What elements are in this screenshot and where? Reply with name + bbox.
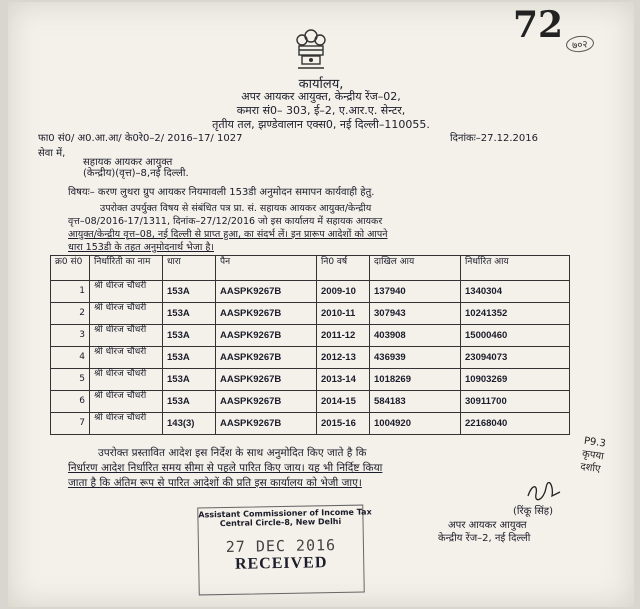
- letter-date: दिनांकः–27.12.2016: [450, 133, 538, 144]
- cell-sr: 6: [51, 391, 90, 413]
- margin-note-line-3: दर्शाए: [579, 461, 602, 476]
- body-line-1: उपरोक्त उपर्युक्त विषय से संबंधित पत्र प्रा. सं. सहायक आयकर आयुक्त/केन्द्रीय: [100, 203, 372, 214]
- to-line-1: सहायक आयकर आयुक्त: [83, 157, 173, 168]
- cell-assessed: 22168040: [461, 413, 570, 435]
- cell-returned: 584183: [370, 391, 461, 413]
- cell-sr: 3: [51, 325, 90, 347]
- table-row: [51, 413, 570, 435]
- cell-section: 153A: [163, 281, 216, 303]
- body-line-4: धारा 153डी के तहत अनुमोदनार्थ भेजा है।: [68, 242, 214, 253]
- body-line-2: वृत्त–08/2016-17/1311, दिनांक–27/12/2016 जो इस कार्यालय में सहायक आयकर: [68, 216, 383, 227]
- cell-name: श्री धीरज चौधरी: [90, 413, 163, 435]
- cell-section: 153A: [163, 369, 216, 391]
- margin-note-line-2: कृपया: [581, 448, 605, 463]
- cell-sr: 1: [51, 281, 90, 303]
- table-row: [51, 281, 570, 303]
- office-line-2: कमरा सं0– 303, ई–2, ए.आर.ए. सेन्टर,: [236, 104, 406, 117]
- national-emblem-icon: [290, 26, 332, 72]
- cell-pan: AASPK9267B: [216, 369, 317, 391]
- col-name: निर्धारिती का नाम: [90, 256, 163, 281]
- cell-pan: AASPK9267B: [216, 325, 317, 347]
- cell-section: 143(3): [163, 413, 216, 435]
- cell-assessed: 15000460: [461, 325, 570, 347]
- to-label: सेवा में,: [38, 148, 66, 159]
- cell-assessed: 23094073: [461, 347, 570, 369]
- cell-section: 153A: [163, 347, 216, 369]
- file-number: फा0 सं0/ अ0.आ.आ/ के0रे0–2/ 2016–17/ 1027: [38, 133, 243, 144]
- cell-pan: AASPK9267B: [216, 413, 317, 435]
- margin-note-line-1: P9.3: [583, 435, 607, 450]
- cell-returned: 1018269: [370, 369, 461, 391]
- cell-pan: AASPK9267B: [216, 281, 317, 303]
- subject-line: विषयः– करण लुथरा ग्रुप आयकर नियमावली 153डी अनुमोदन समापन कार्यवाही हेतु.: [68, 187, 375, 198]
- stamp-date: 27 DEC 2016: [225, 536, 337, 556]
- cell-returned: 436939: [370, 347, 461, 369]
- col-section: धारा: [163, 256, 216, 281]
- signatory-name: (रिंकू सिंह): [513, 506, 554, 517]
- cell-section: 153A: [163, 303, 216, 325]
- page-number: 72: [513, 4, 564, 46]
- closing-line-1: उपरोक्त प्रस्तावित आदेश इस निर्देश के साथ अनुमोदित किए जाते है कि: [98, 447, 367, 459]
- stamp-line-2: Central Circle-8, New Delhi: [219, 516, 342, 529]
- stamp-received: RECEIVED: [234, 554, 328, 573]
- cell-returned: 307943: [370, 303, 461, 325]
- cell-ay: 2013-14: [317, 369, 370, 391]
- signature-icon: [526, 480, 562, 504]
- col-ay: नि0 वर्ष: [317, 256, 370, 281]
- cell-pan: AASPK9267B: [216, 391, 317, 413]
- cell-assessed: 1340304: [461, 281, 570, 303]
- table-row: [51, 303, 570, 325]
- cell-sr: 2: [51, 303, 90, 325]
- office-line-1: अपर आयकर आयुक्त, केन्द्रीय रेंज–02,: [241, 90, 401, 103]
- cell-name: श्री धीरज चौधरी: [90, 369, 163, 391]
- cell-ay: 2012-13: [317, 347, 370, 369]
- table-row: [51, 325, 570, 347]
- cell-returned: 403908: [370, 325, 461, 347]
- cell-pan: AASPK9267B: [216, 347, 317, 369]
- assessment-table: [50, 255, 570, 435]
- table-row: [51, 347, 570, 369]
- cell-returned: 137940: [370, 281, 461, 303]
- table-header-row: [51, 256, 570, 281]
- office-line-3: तृतीय तल, झण्डेवालान एक्स0, नई दिल्ली–110055.: [212, 118, 430, 131]
- cell-name: श्री धीरज चौधरी: [90, 325, 163, 347]
- cell-sr: 5: [51, 369, 90, 391]
- cell-name: श्री धीरज चौधरी: [90, 347, 163, 369]
- signatory-range: केन्द्रीय रेंज–2, नई दिल्ली: [438, 533, 531, 544]
- col-assessed-income: निर्धारित आय: [461, 256, 570, 281]
- cell-returned: 1004920: [370, 413, 461, 435]
- cell-assessed: 10903269: [461, 369, 570, 391]
- cell-assessed: 10241352: [461, 303, 570, 325]
- col-pan: पैन: [216, 256, 317, 281]
- cell-pan: AASPK9267B: [216, 303, 317, 325]
- cell-ay: 2009-10: [317, 281, 370, 303]
- cell-name: श्री धीरज चौधरी: [90, 391, 163, 413]
- cell-ay: 2010-11: [317, 303, 370, 325]
- table-row: [51, 391, 570, 413]
- col-returned-income: दाखिल आय: [370, 256, 461, 281]
- cell-section: 153A: [163, 391, 216, 413]
- received-stamp: [197, 505, 372, 596]
- closing-line-2: निर्धारण आदेश निर्धारित समय सीमा से पहले पारित किए जाय। यह भी निर्दिष्ट किया: [68, 462, 383, 474]
- signatory-designation: अपर आयकर आयुक्त: [448, 520, 527, 531]
- col-sr: क्र0 सं0: [51, 256, 90, 281]
- to-line-2: (केन्द्रीय)(वृत्त)–8,नई दिल्ली.: [83, 168, 189, 179]
- cell-name: श्री धीरज चौधरी: [90, 281, 163, 303]
- cell-section: 153A: [163, 325, 216, 347]
- cell-ay: 2014-15: [317, 391, 370, 413]
- document-page: [8, 2, 634, 607]
- body-line-3: आयुक्त/केन्द्रीय वृत्त–08, नई दिल्ली से प्राप्त हुआ, का संदर्भ लें। इन प्रारूप आदेशों को आपने: [68, 229, 388, 240]
- page-number-sub: ७०२: [565, 35, 594, 54]
- stamp-line-1: Assistant Commissioner of Income Tax: [198, 507, 372, 520]
- cell-ay: 2015-16: [317, 413, 370, 435]
- cell-sr: 4: [51, 347, 90, 369]
- office-title: कार्यालय,: [298, 77, 344, 92]
- closing-line-3: जाता है कि अंतिम रूप से पारित आदेशों की प्रति इस कार्यालय को भेजी जाए।: [68, 477, 362, 489]
- cell-name: श्री धीरज चौधरी: [90, 303, 163, 325]
- margin-note: [579, 435, 606, 477]
- cell-sr: 7: [51, 413, 90, 435]
- table-row: [51, 369, 570, 391]
- cell-assessed: 30911700: [461, 391, 570, 413]
- cell-ay: 2011-12: [317, 325, 370, 347]
